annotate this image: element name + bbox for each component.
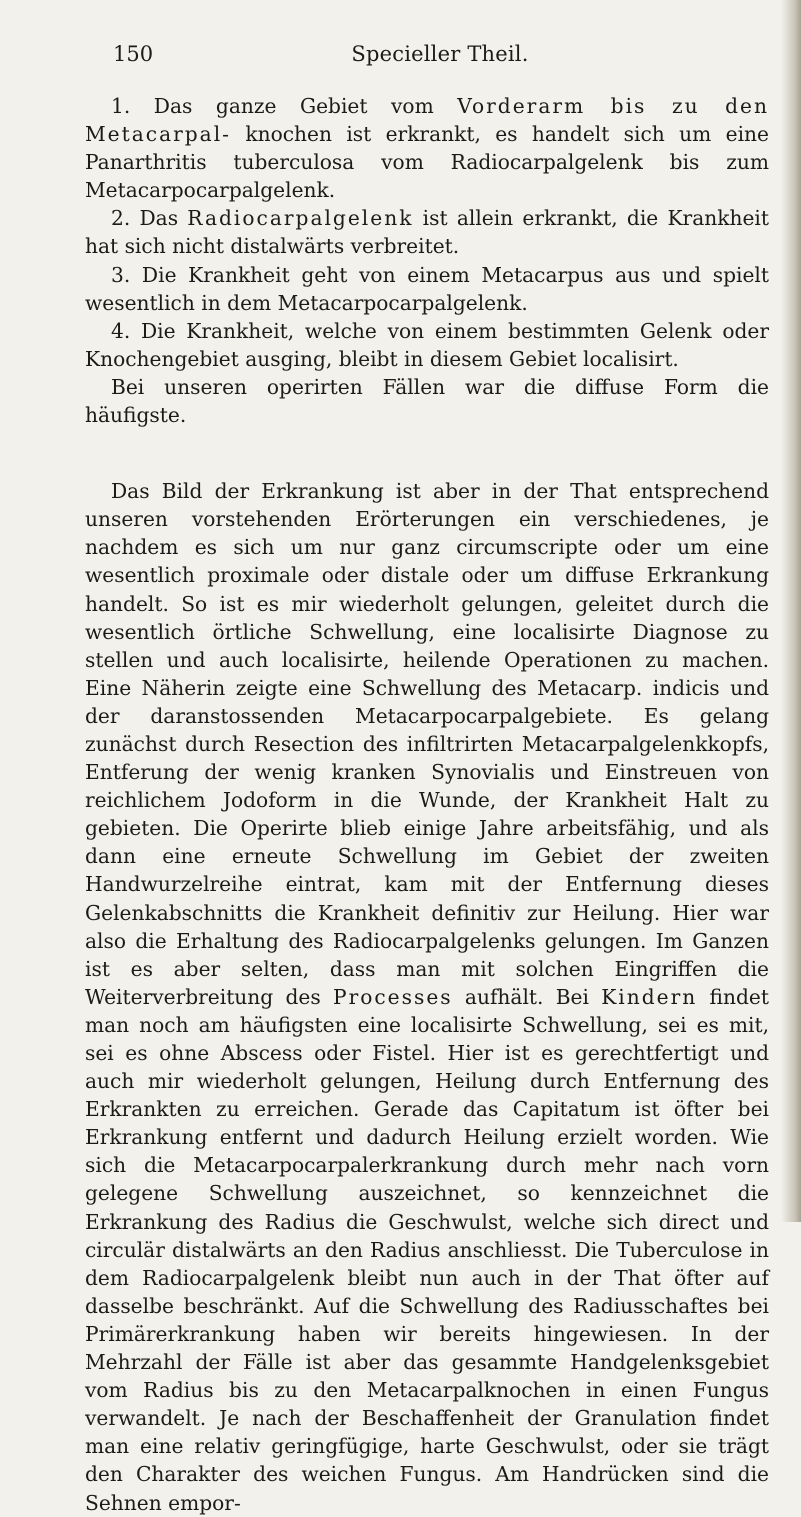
main-paragraph: Das Bild der Erkrankung ist aber in der That entsprechend unseren vorstehenden Erörterungen ein verschiedenes, je nachdem es sich um nur ganz circumscripte oder um eine wesentlich proximale oder distale oder um diffuse Erkrankung handelt. So ist es mir wiederholt gelungen, geleitet durch die wesentlich örtliche Schwellung, eine localisirte Diagnose zu stellen und auch localisirte, heilende Operationen zu machen. Eine Näherin zeigte eine Schwellung des Metacarp. indicis und der daranstossenden Metacarpocarpalgebiete. Es gelang zunächst durch Resection des infiltrirten Metacarpalgelenkkopfs, Entferung der wenig kranken Synovialis und Einstreuen von reichlichem Jodoform in die Wunde, der Krankheit Halt zu gebieten. Die Operirte blieb einige Jahre arbeitsfähig, und als dann eine erneute Schwellung im Gebiet der zweiten Handwurzelreihe eintrat, kam mit der Entfernung dieses Gelenkabschnitts die Krankheit definitiv zur Heilung. Hier war also die Erhaltung des Radiocarpalgelenks gelungen. Im Ganzen ist es aber selten, dass man mit solchen Eingriffen die Weiterverbreitung des Processes aufhält. Bei Kindern findet man noch am häufigsten eine localisirte Schwellung, sei es mit, sei es ohne Abscess oder Fistel. Hier ist es gerechtfertigt und auch mir wiederholt gelungen, Heilung durch Entfernung des Erkrankten zu erreichen. Gerade das Capitatum ist öfter bei Erkrankung entfernt und dadurch Heilung erzielt worden. Wie sich die Metacarpocarpalerkrankung durch mehr nach vorn gelegene Schwellung auszeichnet, so kennzeichnet die Erkrankung des Radius die Geschwulst, welche sich direct und circulär distalwärts an den Radius anschliesst. Die Tuberculose in dem Radiocarpalgelenk bleibt nun auch in der That öfter auf dasselbe beschränkt. Auf die Schwellung des Radiusschaftes bei Primärerkrankung haben wir bereits hingewiesen. In der Mehrzahl der Fälle ist aber das gesammte Handgelenksgebiet vom Radius bis zu den Metacarpalknochen in einen Fungus verwandelt. Je nach der Beschaffenheit der Granulation findet man eine relativ geringfügige, harte Geschwulst, oder sie trägt den Charakter des weichen Fungus. Am Handrücken sind die Sehnen empor-: [85, 479, 769, 1515]
page-header: [85, 42, 769, 82]
paragraph-gap: [85, 429, 769, 477]
list-item-2: 2. Das Radiocarpalgelenk ist allein erkrankt, die Krankheit hat sich nicht distalwärts verbreitet.: [85, 206, 769, 259]
running-head: Specieller Theil.: [351, 42, 529, 66]
page-number: 150: [113, 42, 154, 66]
page-body: [85, 92, 769, 1517]
page-edge-shadow: [781, 0, 801, 1222]
list-item-1: 1. Das ganze Gebiet vom Vorderarm bis zu den Metacarpal- knochen ist erkrankt, es handelt sich um eine Panarthritis tuberculosa vom Radiocarpalgelenk bis zum Metacarpocarpalgelenk.: [85, 94, 769, 203]
list-item-3: 3. Die Krankheit geht von einem Metacarpus aus und spielt wesentlich in dem Metacarpocarpalgelenk.: [85, 262, 769, 315]
list-item-4: 4. Die Krankheit, welche von einem bestimmten Gelenk oder Knochengebiet ausging, bleibt in diesem Gebiet localisirt.: [85, 318, 769, 371]
summary-line: Bei unseren operirten Fällen war die diffuse Form die häufigste.: [85, 374, 769, 428]
